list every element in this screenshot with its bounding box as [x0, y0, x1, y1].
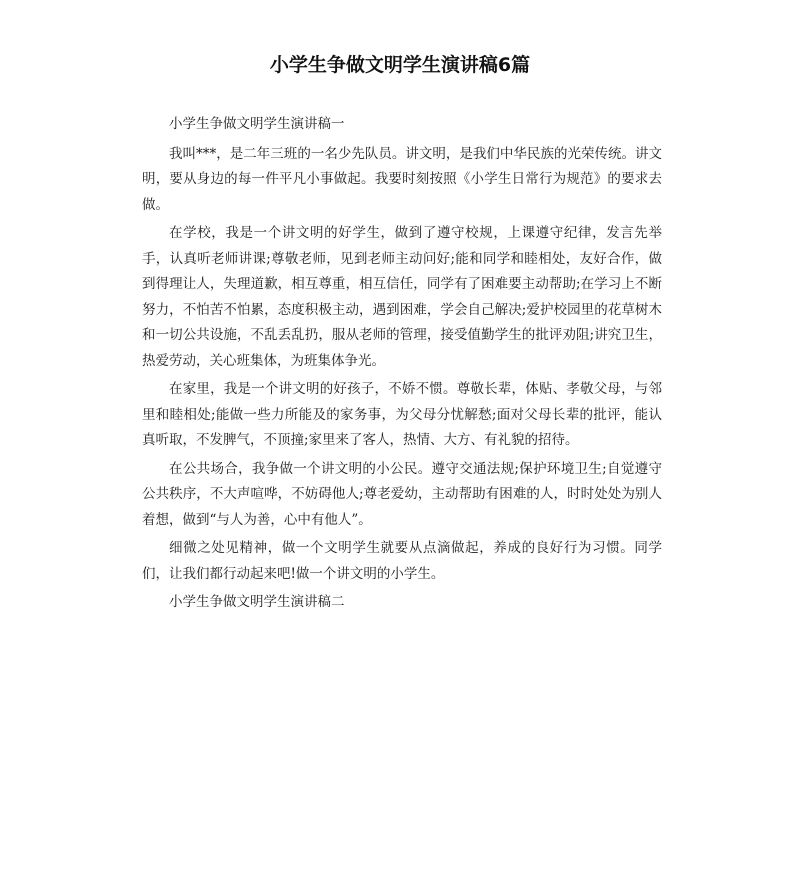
paragraph-at-school: 在学校，我是一个讲文明的好学生，做到了遵守校规，上课遵守纪律，发言先举手，认真听老师讲课;尊敬老师，见到老师主动问好;能和同学和睦相处，友好合作，做到得理让人，失理道歉，相互尊重，相互信任，同学有了困难要主动帮助;在学习上不断努力，不怕苦不怕累，态度积极主动，遇到困难，学会自己解决;爱护校园里的花草树木和一切公共设施，不乱丢乱扔，服从老师的管理，接受值勤学生的批评劝阻;讲究卫生，热爱劳动，关心班集体，为班集体争光。 — [142, 225, 662, 369]
paragraph-introduction: 我叫***，是二年三班的一名少先队员。讲文明，是我们中华民族的光荣传统。讲文明，要从身边的每一件平凡小事做起。我要时刻按照《小学生日常行为规范》的要求去做。 — [142, 145, 662, 213]
section-one-heading: 小学生争做文明学生演讲稿一 — [169, 116, 345, 132]
document-body — [142, 112, 662, 616]
paragraph-in-public: 在公共场合，我争做一个讲文明的小公民。遵守交通法规;保护环境卫生;自觉遵守公共秩序，不大声喧哗，不妨碍他人;尊老爱幼，主动帮助有困难的人，时时处处为别人着想，做到“与人为善，心中有他人”。 — [142, 460, 662, 528]
section-two-heading: 小学生争做文明学生演讲稿二 — [169, 594, 345, 610]
paragraph-conclusion: 细微之处见精神，做一个文明学生就要从点滴做起，养成的良好行为习惯。同学们，让我们都行动起来吧!做一个讲文明的小学生。 — [142, 540, 662, 582]
document-title: 小学生争做文明学生演讲稿6篇 — [269, 54, 531, 76]
paragraph-at-home: 在家里，我是一个讲文明的好孩子，不娇不惯。尊敬长辈，体贴、孝敬父母，与邻里和睦相处;能做一些力所能及的家务事，为父母分忧解愁;面对父母长辈的批评，能认真听取，不发脾气，不顶撞;家里来了客人，热情、大方、有礼貌的招待。 — [142, 381, 662, 448]
